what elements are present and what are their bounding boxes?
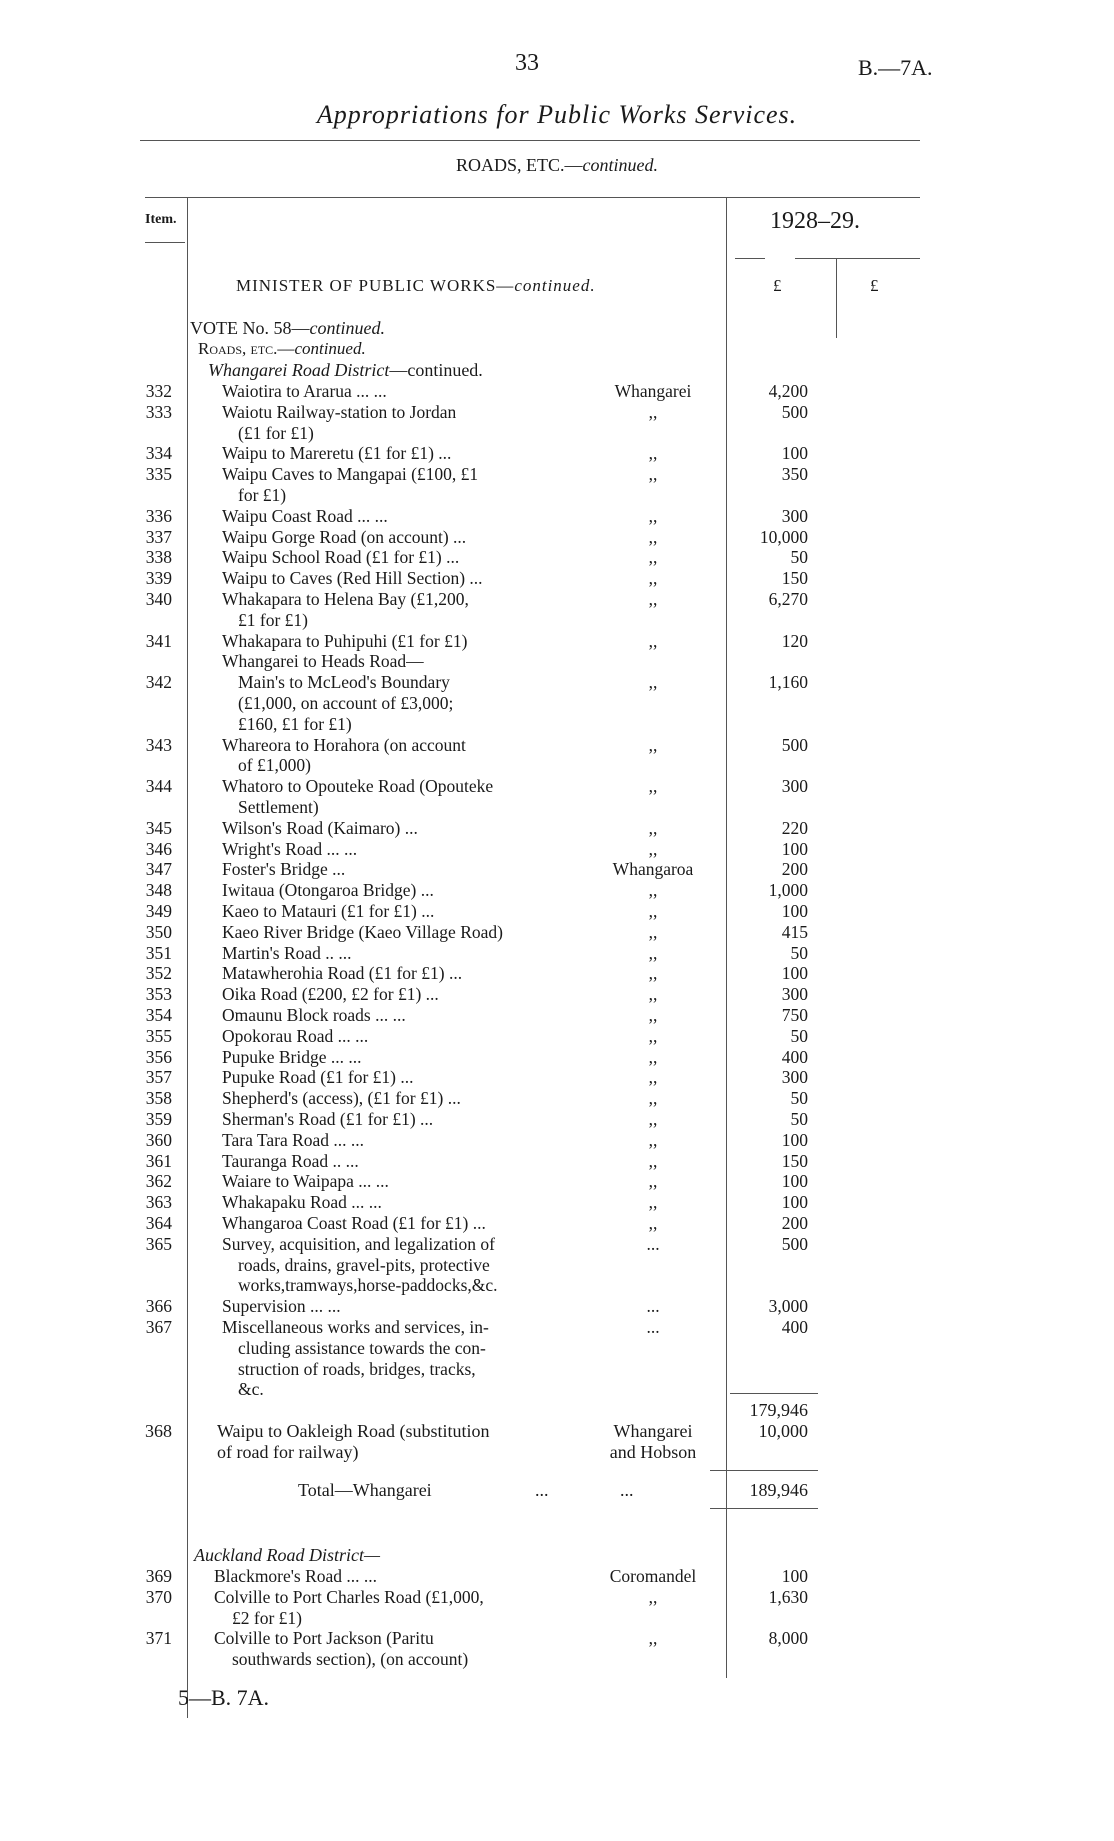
item-description: £2 for £1) bbox=[232, 1607, 302, 1628]
item-district: ,, bbox=[648, 1005, 658, 1025]
item-district: ,, bbox=[648, 1192, 658, 1213]
second-pound-column-rule bbox=[836, 258, 837, 338]
item-number: 365 bbox=[145, 1233, 172, 1254]
item-number: 371 bbox=[145, 1628, 172, 1649]
table-row bbox=[0, 901, 1114, 922]
item-number: 346 bbox=[145, 838, 172, 859]
item-amount: 50 bbox=[790, 1025, 808, 1046]
item-district: ,, bbox=[648, 505, 658, 526]
table-row bbox=[0, 381, 1114, 402]
table-row bbox=[0, 651, 1114, 672]
item-description: Wright's Road ... ... bbox=[222, 838, 358, 859]
item-amount: 4,200 bbox=[768, 381, 808, 401]
table-row bbox=[0, 527, 1114, 548]
item-description: Waipu Coast Road ... ... bbox=[222, 505, 388, 526]
item-district: ,, bbox=[648, 630, 658, 651]
roads-heading-main: Roads, etc.— bbox=[198, 339, 295, 358]
table-row bbox=[0, 589, 1114, 610]
item-district: ,, bbox=[648, 547, 658, 568]
item-amount: 1,000 bbox=[768, 880, 808, 901]
item-description: Whareora to Horahora (on account bbox=[222, 734, 466, 755]
table-row bbox=[0, 1338, 1114, 1359]
item-description: £1 for £1) bbox=[238, 609, 308, 630]
item-description: Main's to McLeod's Boundary bbox=[238, 672, 450, 693]
item-amount: 150 bbox=[781, 568, 808, 589]
table-row bbox=[0, 1649, 1114, 1670]
item-description: Martin's Road .. ... bbox=[222, 942, 352, 963]
item-head-underline bbox=[145, 242, 185, 243]
item-amount: 400 bbox=[781, 1317, 808, 1337]
table-row bbox=[0, 1109, 1114, 1130]
item-district: ,, bbox=[648, 984, 658, 1005]
item-number: 370 bbox=[145, 1586, 172, 1607]
pound-sign-column-2: £ bbox=[870, 276, 879, 295]
district-heading-continued: —continued. bbox=[389, 360, 483, 380]
item-description: Colville to Port Charles Road (£1,000, bbox=[214, 1586, 484, 1607]
item-description: Waipu to Caves (Red Hill Section) ... bbox=[222, 568, 483, 589]
item-description: Wilson's Road (Kaimaro) ... bbox=[222, 817, 418, 838]
item-number: 360 bbox=[145, 1129, 172, 1150]
item-number: 336 bbox=[145, 505, 172, 526]
table-row bbox=[0, 714, 1114, 735]
item-number: 352 bbox=[145, 963, 172, 984]
item-amount: 10,000 bbox=[759, 526, 808, 547]
table-row bbox=[0, 1566, 1114, 1587]
item-description: Sherman's Road (£1 for £1) ... bbox=[222, 1109, 434, 1129]
item-amount: 8,000 bbox=[768, 1628, 808, 1649]
item-district: ,, bbox=[648, 963, 658, 984]
item-number: 347 bbox=[145, 859, 172, 880]
table-row bbox=[0, 423, 1114, 444]
table-row bbox=[0, 984, 1114, 1005]
item-number: 356 bbox=[145, 1046, 172, 1067]
item-number: 335 bbox=[145, 464, 172, 485]
total-label: Total—Whangarei bbox=[298, 1480, 432, 1500]
item-district: Whangarei bbox=[614, 381, 692, 401]
item-description: of road for railway) bbox=[217, 1442, 359, 1462]
item-district: ,, bbox=[648, 1025, 658, 1046]
table-row bbox=[0, 735, 1114, 756]
section-subtitle bbox=[0, 155, 1114, 176]
vote-heading-main: VOTE No. 58— bbox=[190, 318, 310, 338]
item-number: 340 bbox=[145, 589, 172, 609]
table-row bbox=[0, 1234, 1114, 1255]
item-amount: 300 bbox=[781, 1067, 808, 1088]
roads-heading bbox=[198, 339, 366, 359]
item-district: ,, bbox=[648, 776, 658, 797]
total-bottom-rule bbox=[710, 1508, 818, 1509]
district-heading-auckland: Auckland Road District— bbox=[194, 1545, 380, 1565]
item-number: 364 bbox=[145, 1213, 172, 1233]
item-description: Waiare to Waipapa ... ... bbox=[222, 1171, 389, 1192]
item-description: Matawherohia Road (£1 for £1) ... bbox=[222, 963, 463, 984]
item-description: Kaeo River Bridge (Kaeo Village Road) bbox=[222, 921, 503, 942]
vote-heading bbox=[190, 318, 385, 338]
table-row bbox=[0, 859, 1114, 880]
item-district: ,, bbox=[648, 672, 658, 693]
roads-heading-continued: continued. bbox=[294, 339, 366, 358]
vote-heading-continued: continued. bbox=[309, 318, 385, 338]
item-district: ,, bbox=[648, 568, 658, 589]
table-row bbox=[0, 755, 1114, 776]
item-description: struction of roads, bridges, tracks, bbox=[238, 1358, 476, 1379]
item-description: Omaunu Block roads ... ... bbox=[222, 1005, 406, 1025]
item-amount: 300 bbox=[781, 776, 808, 797]
item-description: Whakapaku Road ... ... bbox=[222, 1192, 382, 1213]
table-row bbox=[0, 547, 1114, 568]
item-district: ,, bbox=[648, 1109, 658, 1129]
table-row bbox=[0, 1047, 1114, 1068]
item-number: 354 bbox=[145, 1005, 172, 1025]
item-description: (£1 for £1) bbox=[238, 422, 314, 443]
district-heading-main: Whangarei Road District bbox=[208, 360, 390, 380]
item-number: 334 bbox=[145, 443, 172, 464]
item-amount: 50 bbox=[790, 942, 808, 963]
item-district: ,, bbox=[648, 1171, 658, 1192]
table-row bbox=[0, 506, 1114, 527]
table-row bbox=[0, 1213, 1114, 1234]
item-number: 338 bbox=[145, 547, 172, 568]
total-dots: ... bbox=[535, 1480, 549, 1500]
item-description: Waipu to Oakleigh Road (substitution bbox=[217, 1421, 490, 1441]
table-row bbox=[0, 1151, 1114, 1172]
item-number: 369 bbox=[145, 1566, 172, 1586]
minister-heading bbox=[236, 276, 596, 296]
item-number: 333 bbox=[145, 401, 172, 422]
page-footer: 5—B. 7A. bbox=[178, 1685, 270, 1710]
table-row bbox=[0, 1628, 1114, 1649]
table-row bbox=[0, 610, 1114, 631]
year-column-header: 1928–29. bbox=[770, 208, 860, 234]
item-description: Miscellaneous works and services, in- bbox=[222, 1317, 489, 1337]
item-amount: 500 bbox=[781, 401, 808, 422]
item-description: Whakapara to Puhipuhi (£1 for £1) bbox=[222, 630, 468, 651]
item-district: ,, bbox=[648, 1213, 658, 1233]
item-district: ,, bbox=[648, 734, 658, 755]
table-row bbox=[0, 818, 1114, 839]
item-number: 339 bbox=[145, 568, 172, 589]
item-amount: 100 bbox=[781, 838, 808, 859]
table-row bbox=[0, 1317, 1114, 1338]
item-number: 332 bbox=[145, 381, 172, 401]
item-amount: 350 bbox=[781, 464, 808, 485]
item-district: ... bbox=[646, 1296, 660, 1317]
table-row bbox=[0, 631, 1114, 652]
item-number: 366 bbox=[145, 1296, 172, 1317]
item-amount: 10,000 bbox=[758, 1421, 808, 1441]
item-number: 337 bbox=[145, 526, 172, 547]
item-description: Waipu to Mareretu (£1 for £1) ... bbox=[222, 443, 452, 464]
item-district: ... bbox=[646, 1317, 660, 1337]
item-number: 344 bbox=[145, 776, 172, 797]
item-amount: 50 bbox=[790, 1109, 808, 1129]
table-row bbox=[0, 963, 1114, 984]
total-dots: ... bbox=[620, 1480, 634, 1500]
total-amount: 189,946 bbox=[749, 1480, 808, 1500]
item-amount: 50 bbox=[790, 1088, 808, 1109]
item-description: Whangarei to Heads Road— bbox=[222, 651, 424, 672]
item-district: Whangarei bbox=[613, 1421, 693, 1441]
item-district: ,, bbox=[648, 1046, 658, 1067]
item-amount: 500 bbox=[781, 734, 808, 755]
item-description: Shepherd's (access), (£1 for £1) ... bbox=[222, 1088, 461, 1109]
table-row bbox=[0, 443, 1114, 464]
table-row bbox=[0, 1255, 1114, 1276]
item-amount: 100 bbox=[781, 1566, 808, 1586]
item-district: ,, bbox=[648, 443, 658, 464]
subtotal-rule bbox=[730, 1393, 818, 1394]
item-number: 341 bbox=[145, 630, 172, 651]
item-number: 357 bbox=[145, 1067, 172, 1088]
item-amount: 220 bbox=[781, 817, 808, 838]
item-number: 348 bbox=[145, 880, 172, 901]
table-row bbox=[0, 672, 1114, 693]
item-description: Tara Tara Road ... ... bbox=[222, 1129, 365, 1150]
item-number: 362 bbox=[145, 1171, 172, 1192]
item-description: Waipu School Road (£1 for £1) ... bbox=[222, 547, 460, 568]
subtitle-main: ROADS, ETC.— bbox=[456, 155, 583, 175]
item-district: ,, bbox=[648, 1150, 658, 1171]
table-row bbox=[0, 1171, 1114, 1192]
item-number: 361 bbox=[145, 1150, 172, 1171]
minister-heading-main: MINISTER OF PUBLIC WORKS— bbox=[236, 276, 515, 295]
item-description: Colville to Port Jackson (Paritu bbox=[214, 1628, 434, 1649]
table-row bbox=[0, 1088, 1114, 1109]
item-description: Waipu Caves to Mangapai (£100, £1 bbox=[222, 464, 479, 485]
item-description: £160, £1 for £1) bbox=[238, 713, 352, 734]
item-amount: 3,000 bbox=[768, 1296, 808, 1317]
table-row bbox=[0, 1379, 1114, 1400]
table-row bbox=[0, 797, 1114, 818]
item-amount: 400 bbox=[781, 1046, 808, 1067]
year-head-left-rule bbox=[735, 258, 765, 259]
item-district: ,, bbox=[648, 901, 658, 921]
item-amount: 200 bbox=[781, 1213, 808, 1233]
item-number: 342 bbox=[145, 672, 172, 693]
item-district: ,, bbox=[648, 880, 658, 901]
item-amount: 300 bbox=[781, 505, 808, 526]
item-number: 353 bbox=[145, 984, 172, 1005]
item-description: Whatoro to Opouteke Road (Opouteke bbox=[222, 776, 494, 797]
item-description: works,tramways,horse-paddocks,&c. bbox=[238, 1275, 498, 1296]
table-row bbox=[0, 1192, 1114, 1213]
item-amount: 500 bbox=[781, 1233, 808, 1254]
table-row bbox=[0, 1026, 1114, 1047]
item-description: Pupuke Road (£1 for £1) ... bbox=[222, 1067, 414, 1088]
item-description: Tauranga Road .. ... bbox=[222, 1150, 359, 1171]
item-amount: 750 bbox=[781, 1005, 808, 1025]
item-number: 367 bbox=[145, 1317, 172, 1337]
item-description: of £1,000) bbox=[238, 755, 311, 776]
item-description: Supervision ... ... bbox=[222, 1296, 341, 1317]
item-amount: 300 bbox=[781, 984, 808, 1005]
subtotal-amount: 179,946 bbox=[749, 1400, 808, 1420]
item-number: 355 bbox=[145, 1025, 172, 1046]
item-number: 350 bbox=[145, 921, 172, 942]
table-row bbox=[0, 1067, 1114, 1088]
item-amount: 200 bbox=[781, 859, 808, 880]
page-number: 33 bbox=[515, 50, 539, 76]
table-row bbox=[0, 943, 1114, 964]
item-district: Whangaroa bbox=[612, 859, 694, 880]
item-number: 363 bbox=[145, 1192, 172, 1213]
item-district: ... bbox=[646, 1233, 660, 1254]
item-number: 351 bbox=[145, 942, 172, 963]
table-row bbox=[0, 839, 1114, 860]
table-row bbox=[0, 1005, 1114, 1026]
item-district: ,, bbox=[648, 1088, 658, 1109]
item-number: 368 bbox=[145, 1421, 172, 1441]
item-amount: 100 bbox=[781, 1171, 808, 1192]
item-description: Waiotu Railway-station to Jordan bbox=[222, 401, 457, 422]
item-description: roads, drains, gravel-pits, protective bbox=[238, 1254, 490, 1275]
item-district: ,, bbox=[648, 589, 658, 609]
table-row bbox=[0, 776, 1114, 797]
item-description: southwards section), (on account) bbox=[232, 1649, 469, 1670]
item-amount: 100 bbox=[781, 1192, 808, 1213]
table-row bbox=[0, 1608, 1114, 1629]
item-amount: 100 bbox=[781, 901, 808, 921]
item-amount: 415 bbox=[781, 921, 808, 942]
title-rule bbox=[140, 140, 920, 141]
item-district: ,, bbox=[648, 464, 658, 485]
item-district: ,, bbox=[648, 942, 658, 963]
document-reference: B.—7A. bbox=[858, 55, 933, 80]
table-row bbox=[0, 402, 1114, 423]
item-number: 358 bbox=[145, 1088, 172, 1109]
item-district: ,, bbox=[648, 1129, 658, 1150]
item-district: ,, bbox=[648, 526, 658, 547]
item-amount: 1,160 bbox=[768, 672, 808, 693]
item-district: Coromandel bbox=[609, 1566, 697, 1586]
item-description: Kaeo to Matauri (£1 for £1) ... bbox=[222, 901, 435, 921]
table-top-rule bbox=[145, 197, 920, 198]
minister-heading-continued: continued. bbox=[514, 276, 596, 295]
item-district: ,, bbox=[648, 921, 658, 942]
table-row bbox=[0, 1275, 1114, 1296]
item-number: 345 bbox=[145, 817, 172, 838]
item-description: cluding assistance towards the con- bbox=[238, 1337, 486, 1358]
item-description: Settlement) bbox=[238, 797, 319, 817]
table-row bbox=[0, 1130, 1114, 1151]
pound-sign-column-1: £ bbox=[773, 276, 782, 295]
total-top-rule bbox=[710, 1470, 818, 1471]
table-row bbox=[0, 568, 1114, 589]
table-row bbox=[0, 1359, 1114, 1380]
item-amount: 120 bbox=[781, 630, 808, 651]
item-description: Iwitaua (Otongaroa Bridge) ... bbox=[222, 880, 434, 901]
item-amount: 50 bbox=[790, 547, 808, 568]
item-description: Pupuke Bridge ... ... bbox=[222, 1046, 362, 1067]
table-row bbox=[0, 922, 1114, 943]
item-description: Whangaroa Coast Road (£1 for £1) ... bbox=[222, 1213, 486, 1233]
item-description: for £1) bbox=[238, 485, 287, 505]
item-district: ,, bbox=[648, 401, 658, 422]
item-district: ,, bbox=[648, 817, 658, 838]
item-amount: 100 bbox=[781, 963, 808, 984]
item-description: Waipu Gorge Road (on account) ... bbox=[222, 526, 467, 547]
item-amount: 100 bbox=[781, 1129, 808, 1150]
district-heading-whangarei bbox=[208, 360, 483, 380]
item-amount: 150 bbox=[781, 1150, 808, 1171]
item-description: &c. bbox=[238, 1379, 264, 1400]
item-district: ,, bbox=[648, 838, 658, 859]
item-description: Survey, acquisition, and legalization of bbox=[222, 1233, 495, 1254]
item-amount: 6,270 bbox=[768, 589, 808, 609]
item-number: 359 bbox=[145, 1109, 172, 1129]
item-description: Oika Road (£200, £2 for £1) ... bbox=[222, 984, 439, 1005]
item-amount: 1,630 bbox=[768, 1586, 808, 1607]
item-number: 349 bbox=[145, 901, 172, 921]
table-row bbox=[0, 1296, 1114, 1317]
table-row bbox=[0, 485, 1114, 506]
item-description: Whakapara to Helena Bay (£1,200, bbox=[222, 589, 469, 609]
table-row bbox=[0, 693, 1114, 714]
table-row bbox=[0, 1587, 1114, 1608]
item-amount: 100 bbox=[781, 443, 808, 464]
table-row bbox=[0, 464, 1114, 485]
item-district: ,, bbox=[648, 1586, 658, 1607]
item-district: ,, bbox=[648, 1067, 658, 1088]
item-description: Blackmore's Road ... ... bbox=[214, 1566, 378, 1586]
item-number: 343 bbox=[145, 734, 172, 755]
year-head-right-rule bbox=[795, 258, 920, 259]
page-title: Appropriations for Public Works Services. bbox=[316, 100, 798, 129]
item-district: ,, bbox=[648, 1628, 658, 1649]
item-description: (£1,000, on account of £3,000; bbox=[238, 693, 454, 713]
subtitle-continued: continued. bbox=[582, 155, 658, 175]
item-description: Waiotira to Ararua ... ... bbox=[222, 381, 387, 401]
item-district: and Hobson bbox=[609, 1442, 697, 1462]
item-description: Foster's Bridge ... bbox=[222, 859, 346, 880]
item-column-header: Item. bbox=[145, 212, 177, 227]
item-description: Opokorau Road ... ... bbox=[222, 1025, 369, 1046]
table-row bbox=[0, 880, 1114, 901]
